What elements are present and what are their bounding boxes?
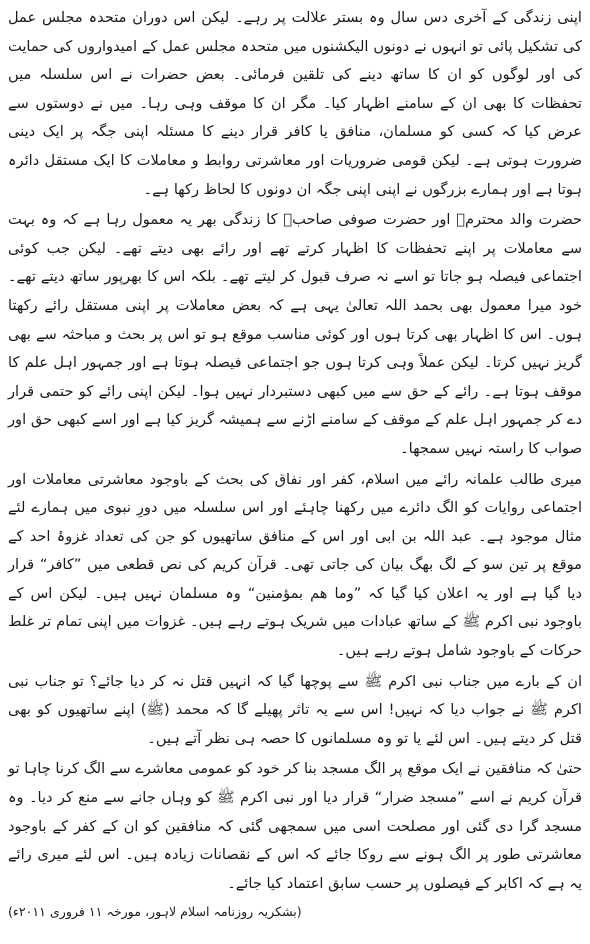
paragraph-5: حتیٰ کہ منافقین نے ایک موقع پر الگ مسجد بنا کر خود کو عمومی معاشرے سے الگ کرنا چاہا تو قرآن کریم نے اسے ”مسجد ضرار“ قرار دیا اور نبی اکرم ﷺ کو وہاں جانے سے منع کر دیا۔ وہ مسجد گرا دی گئی اور مصلحت اسی میں سمجھی گئی کہ منافقین کو ان کے کفر کے باوجود معاشرتی طور پر الگ ہونے سے روکا جائے کہ اس کے نقصانات زیادہ ہیں۔ اس لئے میری رائے یہ ہے کہ اکابر کے فیصلوں پر حسب سابق اعتماد کیا جائے۔: [8, 760, 582, 892]
source-citation: (بشکریہ روزنامہ اسلام لاہور، مورخہ ۱۱ فروری ۲۰۱۱ء): [8, 904, 302, 920]
paragraph-4: ان کے بارے میں جناب نبی اکرم ﷺ سے پوچھا گیا کہ انہیں قتل نہ کر دیا جائے؟ تو جناب نبی اکرم ﷺ نے جواب دیا کہ نہیں! اس سے یہ تاثر پھیلے گا کہ محمد (ﷺ) اپنے ساتھیوں کو بھی قتل کر دیتے ہیں۔ اس لئے یا تو وہ مسلمانوں کا حصہ ہی نظر آتے ہیں۔: [8, 672, 582, 747]
paragraph-2: حضرت والد محترمؒ اور حضرت صوفی صاحبؒ کا زندگی بھر یہ معمول رہا ہے کہ وہ بہت سے معاملات پر اپنے تحفظات کا اظہار کرتے تھے اور رائے بھی دیتے تھے۔ لیکن جب کوئی اجتماعی فیصلہ ہو جاتا تو اسے نہ صرف قبول کر لیتے تھے۔ بلکہ اس کا بھرپور ساتھ دیتے تھے۔ خود میرا معمول بھی بحمد اللہ تعالیٰ یہی ہے کہ بعض معاملات پر اپنی مستقل رائے رکھتا ہوں۔ اس کا اظہار بھی کرتا ہوں اور کوئی مناسب موقع ہو تو اس پر بحث و مباحثہ سے بھی گریز نہیں کرتا۔ لیکن عملاً وہی کرتا ہوں جو اجتماعی فیصلہ ہوتا ہے اور جمہور اہل علم کا موقف ہوتا ہے۔ رائے کے حق سے میں کبھی دستبردار نہیں ہوا۔ لیکن اپنی رائے کو حتمی قرار دے کر جمہور اہل علم کے موقف کے سامنے اڑنے سے ہمیشہ گریز کیا ہے اور اسے کبھی حق اور صواب کا راستہ نہیں سمجھا۔: [8, 211, 582, 457]
paragraph-1: اپنی زندگی کے آخری دس سال وہ بستر علالت پر رہے۔ لیکن اس دوران متحدہ مجلس عمل کی تشکیل پائی تو انہوں نے دونوں الیکشنوں میں متحدہ مجلس عمل کے امیدواروں کی حمایت کی اور لوگوں کو ان کا ساتھ دینے کی تلقین فرمائی۔ بعض حضرات نے اس سلسلہ میں تحفظات کا بھی ان کے سامنے اظہار کیا۔ مگر ان کا موقف وہی رہا۔ میں نے دوستوں سے عرض کیا کہ کسی کو مسلمان، منافق یا کافر قرار دینے کا مسئلہ اپنی جگہ پر ایک دینی ضرورت ہوتی ہے۔ لیکن قومی ضروریات اور معاشرتی روابط و معاملات کا ایک مستقل دائرہ ہوتا ہے اور ہمارے بزرگوں نے اپنی اپنی جگہ ان دونوں کا لحاظ رکھا ہے۔: [8, 9, 582, 198]
paragraph-3: میری طالب علمانہ رائے میں اسلام، کفر اور نفاق کی بحث کے باوجود معاشرتی معاملات اور اجتماعی روایات کو الگ دائرے میں رکھنا چاہئے اور اس سلسلہ میں دورِ نبوی میں ہمارے لئے مثال موجود ہے۔ عبد اللہ بن ابی اور اس کے منافق ساتھیوں کو جن کی تعداد غزوۂ احد کے موقع پر تین سو کے لگ بھگ بیان کی جاتی تھی۔ قرآن کریم کی نص قطعی میں ”کافر“ قرار دیا گیا ہے اور یہ اعلان کیا گیا کہ ”وما ھم بمؤمنین“ وہ مسلمان نہیں ہیں۔ لیکن اس کے باوجود نبی اکرم ﷺ کے ساتھ عبادات میں شریک ہوتے رہے ہیں۔ غزوات میں اپنی تمام تر غلط حرکات کے باوجود شامل ہوتے رہے ہیں۔: [8, 470, 582, 660]
